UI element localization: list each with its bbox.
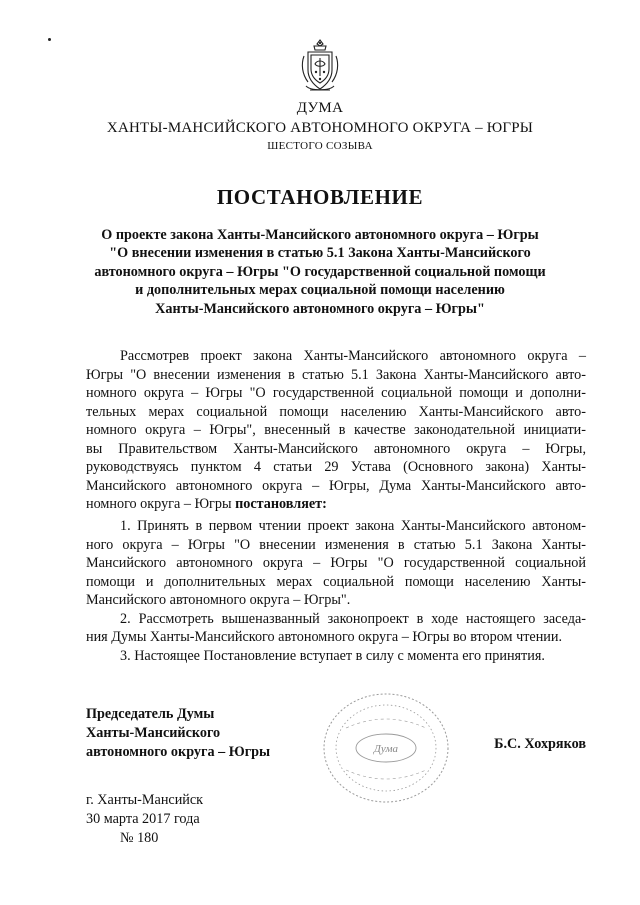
resolution-line: Мансийского автономного округа – Югры". (86, 592, 351, 608)
preamble-line (86, 495, 586, 514)
resolution-line: помощи и дополнительных мерах социальной помощи населению Ханты- (86, 573, 586, 590)
subject-line: О проекте закона Ханты-Мансийского автономного округа – Югры (101, 227, 539, 243)
preamble-line: номного округа – Югры "О государственной социальной помощи и дополни- (86, 385, 586, 401)
document-footer (86, 791, 203, 848)
resolution-line: 2. Рассмотреть вышеназванный законопроект в ходе настоящего заседа- (120, 610, 586, 627)
coat-of-arms-icon (300, 38, 340, 96)
scan-speck (48, 38, 51, 41)
subject-line: и дополнительных мерах социальной помощи населению (135, 282, 505, 299)
footer-number: № 180 (120, 830, 159, 846)
document-type-heading: ПОСТАНОВЛЕНИЕ (216, 185, 424, 209)
resolution-line: Мансийского автономного округа – Югры "О государственной социальной (86, 555, 586, 571)
footer-date: 30 марта 2017 года (86, 811, 200, 827)
header-subtitle: ХАНТЫ-МАНСИЙСКОГО АВТОНОМНОГО ОКРУГА – ЮГРЫ (106, 120, 534, 136)
stamp-text: Дума (373, 743, 399, 755)
resolution-line: ния Думы Ханты-Мансийского автономного округа – Югры во втором чтении. (86, 629, 563, 645)
footer-city: г. Ханты-Мансийск (86, 792, 204, 808)
official-stamp (316, 688, 456, 808)
resolution-line: 3. Настоящее Постановление вступает в силу с момента его принятия. (120, 647, 545, 664)
preamble-paragraph (86, 347, 586, 514)
subject-line: "О внесении изменения в статью 5.1 Закона Ханты-Мансийского (109, 245, 531, 262)
resolution-line: 1. Принять в первом чтении проект закона Ханты-Мансийского автоном- (120, 518, 586, 534)
preamble-line: номного округа – Югры", внесенный в качестве законодательной инициати- (86, 422, 586, 438)
preamble-line: Рассмотрев проект закона Ханты-Мансийского автономного округа – (120, 348, 586, 364)
signatory-position-line: Председатель Думы (86, 706, 215, 722)
signatory-name: Б.С. Хохряков (494, 736, 586, 752)
resolution-items (86, 517, 586, 665)
preamble-line: тельных мерах социальной помощи населению Ханты-Мансийского авто- (86, 403, 586, 420)
header-title: ДУМА (296, 100, 344, 116)
preamble-line: Югры "О внесении изменения в статью 5.1 Закона Ханты-Мансийского авто- (86, 366, 586, 383)
preamble-line: руководствуясь пунктом 4 статьи 29 Устава (Основного закона) Ханты- (86, 459, 586, 475)
resolution-line: ного округа – Югры "О внесении изменения в статью 5.1 Закона Ханты- (86, 536, 586, 553)
preamble-line: вы Правительством Ханты-Мансийского автономного округа – Югры, (86, 440, 586, 457)
header-convocation: ШЕСТОГО СОЗЫВА (267, 140, 373, 152)
preamble-keyword: постановляет: (235, 496, 327, 512)
preamble-last-text: номного округа – Югры (86, 496, 232, 512)
signatory-position (86, 705, 270, 762)
preamble-line: Мансийского автономного округа – Югры, Дума Ханты-Мансийского авто- (86, 477, 586, 494)
subject-line: Ханты-Мансийского автономного округа – Югры" (155, 300, 485, 317)
signatory-position-line: Ханты-Мансийского (86, 725, 221, 741)
subject-line: автономного округа – Югры "О государственной социальной помощи (94, 263, 546, 280)
subject-heading (60, 226, 580, 318)
signatory-position-line: автономного округа – Югры (86, 744, 271, 760)
